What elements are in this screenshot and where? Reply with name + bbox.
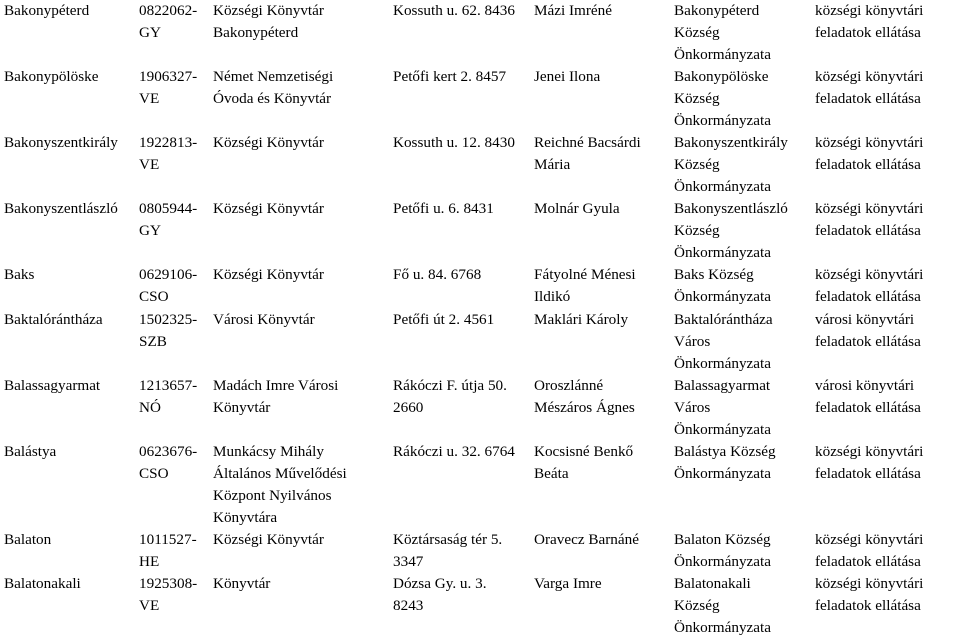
library-name-line: Községi Könyvtár <box>213 531 324 548</box>
library-head-line: Ildikó <box>534 288 571 305</box>
library-head-line: Oroszlánné <box>534 377 604 394</box>
address-cell <box>393 309 534 375</box>
library-head-cell <box>534 441 674 529</box>
library-head-cell <box>534 309 674 375</box>
library-code-line: GY <box>139 222 161 239</box>
maintainer-line: Város <box>674 399 711 416</box>
library-code-line: GY <box>139 24 161 41</box>
address-line: Dózsa Gy. u. 3. <box>393 575 487 592</box>
maintainer-line: Község <box>674 156 720 173</box>
library-name-cell <box>213 132 393 198</box>
library-head-line: Mészáros Ágnes <box>534 399 635 416</box>
address-cell <box>393 529 534 573</box>
task-line: feladatok ellátása <box>815 465 921 482</box>
library-head-line: Fátyolné Ménesi <box>534 266 636 283</box>
library-head-line: Beáta <box>534 465 569 482</box>
library-head-cell <box>534 198 674 264</box>
town-cell <box>0 264 139 309</box>
library-name-cell <box>213 309 393 375</box>
address-cell <box>393 132 534 198</box>
task-line: feladatok ellátása <box>815 333 921 350</box>
address-cell <box>393 441 534 529</box>
town-text: Bakonypéterd <box>4 2 90 19</box>
town-text: Bakonypölöske <box>4 68 99 85</box>
maintainer-line: Önkormányzata <box>674 619 771 636</box>
maintainer-cell <box>674 309 815 375</box>
town-text: Bakonyszentlászló <box>4 200 118 217</box>
library-name-line: Munkácsy Mihály <box>213 443 324 460</box>
library-name-line: Központ Nyilvános <box>213 487 332 504</box>
task-cell <box>815 375 960 441</box>
library-head-line: Mária <box>534 156 571 173</box>
town-cell <box>0 309 139 375</box>
address-line: 2660 <box>393 399 424 416</box>
library-code-cell <box>139 441 213 529</box>
maintainer-line: Bakonyszentkirály <box>674 134 788 151</box>
address-line: Fő u. 84. 6768 <box>393 266 482 283</box>
library-name-cell <box>213 66 393 132</box>
task-line: községi könyvtári <box>815 531 924 548</box>
library-code-cell <box>139 375 213 441</box>
library-code-line: 0822062- <box>139 2 198 19</box>
library-code-line: 1922813- <box>139 134 198 151</box>
table-row <box>0 264 960 309</box>
library-code-line: 1502325- <box>139 311 198 328</box>
address-line: Petőfi u. 6. 8431 <box>393 200 494 217</box>
task-line: városi könyvtári <box>815 311 915 328</box>
maintainer-line: Önkormányzata <box>674 465 771 482</box>
library-code-cell <box>139 573 213 639</box>
task-line: feladatok ellátása <box>815 288 921 305</box>
maintainer-cell <box>674 375 815 441</box>
address-cell <box>393 66 534 132</box>
library-code-line: HE <box>139 553 160 570</box>
maintainer-line: Város <box>674 333 711 350</box>
maintainer-cell <box>674 264 815 309</box>
library-head-cell <box>534 264 674 309</box>
table-row <box>0 375 960 441</box>
task-cell <box>815 264 960 309</box>
town-text: Balaton <box>4 531 52 548</box>
library-code-line: 1011527- <box>139 531 197 548</box>
library-code-line: VE <box>139 156 160 173</box>
library-head-line: Reichné Bacsárdi <box>534 134 641 151</box>
library-code-cell <box>139 309 213 375</box>
address-line: Petőfi út 2. 4561 <box>393 311 495 328</box>
table-row <box>0 573 960 639</box>
task-cell <box>815 573 960 639</box>
task-line: feladatok ellátása <box>815 156 921 173</box>
address-line: Rákóczi F. útja 50. <box>393 377 507 394</box>
library-head-line: Molnár Gyula <box>534 200 620 217</box>
maintainer-line: Község <box>674 90 720 107</box>
town-cell <box>0 66 139 132</box>
maintainer-line: Bakonypölöske <box>674 68 769 85</box>
maintainer-line: Község <box>674 24 720 41</box>
task-cell <box>815 132 960 198</box>
maintainer-line: Önkormányzata <box>674 46 771 63</box>
library-code-line: CSO <box>139 288 169 305</box>
library-name-cell <box>213 0 393 66</box>
task-line: feladatok ellátása <box>815 399 921 416</box>
maintainer-line: Önkormányzata <box>674 553 771 570</box>
library-name-line: Községi Könyvtár <box>213 266 324 283</box>
town-cell <box>0 198 139 264</box>
town-cell <box>0 0 139 66</box>
table-row <box>0 132 960 198</box>
library-name-line: Városi Könyvtár <box>213 311 315 328</box>
maintainer-line: Önkormányzata <box>674 355 771 372</box>
task-line: feladatok ellátása <box>815 553 921 570</box>
task-line: városi könyvtári <box>815 377 915 394</box>
town-cell <box>0 375 139 441</box>
task-cell <box>815 198 960 264</box>
maintainer-line: Baktalórántháza <box>674 311 773 328</box>
task-cell <box>815 309 960 375</box>
library-head-cell <box>534 66 674 132</box>
library-code-line: NÓ <box>139 399 161 416</box>
maintainer-line: Önkormányzata <box>674 112 771 129</box>
table-row <box>0 66 960 132</box>
address-cell <box>393 573 534 639</box>
task-line: feladatok ellátása <box>815 24 921 41</box>
library-name-line: Német Nemzetiségi <box>213 68 334 85</box>
address-cell <box>393 264 534 309</box>
library-head-cell <box>534 573 674 639</box>
town-text: Balatonakali <box>4 575 81 592</box>
library-head-cell <box>534 375 674 441</box>
town-text: Balástya <box>4 443 57 460</box>
maintainer-line: Község <box>674 597 720 614</box>
table-row <box>0 529 960 573</box>
library-head-line: Mázi Imréné <box>534 2 613 19</box>
library-name-line: Könyvtár <box>213 575 271 592</box>
task-line: községi könyvtári <box>815 575 924 592</box>
library-code-cell <box>139 198 213 264</box>
table-row <box>0 309 960 375</box>
maintainer-cell <box>674 132 815 198</box>
task-cell <box>815 0 960 66</box>
table-row <box>0 198 960 264</box>
library-name-line: Községi Könyvtár <box>213 200 324 217</box>
library-name-line: Könyvtára <box>213 509 278 526</box>
library-head-line: Varga Imre <box>534 575 602 592</box>
maintainer-cell <box>674 529 815 573</box>
address-line: Kossuth u. 62. 8436 <box>393 2 515 19</box>
task-line: községi könyvtári <box>815 266 924 283</box>
town-text: Bakonyszentkirály <box>4 134 118 151</box>
maintainer-line: Bakonyszentlászló <box>674 200 788 217</box>
maintainer-line: Önkormányzata <box>674 244 771 261</box>
library-name-line: Általános Művelődési <box>213 465 347 482</box>
maintainer-line: Bakonypéterd <box>674 2 760 19</box>
library-code-line: 1906327- <box>139 68 198 85</box>
maintainer-line: Balatonakali <box>674 575 751 592</box>
library-code-cell <box>139 264 213 309</box>
library-head-cell <box>534 529 674 573</box>
library-code-line: 1925308- <box>139 575 198 592</box>
library-name-cell <box>213 375 393 441</box>
table-row <box>0 0 960 66</box>
library-head-line: Maklári Károly <box>534 311 629 328</box>
library-name-line: Könyvtár <box>213 399 271 416</box>
library-head-cell <box>534 0 674 66</box>
library-code-cell <box>139 132 213 198</box>
library-name-line: Madách Imre Városi <box>213 377 339 394</box>
library-code-line: CSO <box>139 465 169 482</box>
library-head-line: Oravecz Barnáné <box>534 531 639 548</box>
maintainer-cell <box>674 573 815 639</box>
task-line: községi könyvtári <box>815 200 924 217</box>
maintainer-line: Önkormányzata <box>674 178 771 195</box>
library-code-line: 0623676- <box>139 443 198 460</box>
maintainer-line: Balástya Község <box>674 443 776 460</box>
task-line: feladatok ellátása <box>815 597 921 614</box>
library-name-line: Községi Könyvtár <box>213 2 324 19</box>
address-line: Rákóczi u. 32. 6764 <box>393 443 515 460</box>
address-cell <box>393 0 534 66</box>
town-cell <box>0 529 139 573</box>
maintainer-line: Község <box>674 222 720 239</box>
library-code-line: 0805944- <box>139 200 198 217</box>
library-name-line: Községi Könyvtár <box>213 134 324 151</box>
table-row <box>0 441 960 529</box>
maintainer-line: Balassagyarmat <box>674 377 771 394</box>
library-head-cell <box>534 132 674 198</box>
library-code-line: SZB <box>139 333 167 350</box>
library-code-line: VE <box>139 597 160 614</box>
maintainer-cell <box>674 441 815 529</box>
library-code-line: 0629106- <box>139 266 198 283</box>
library-code-line: VE <box>139 90 160 107</box>
task-line: községi könyvtári <box>815 134 924 151</box>
library-head-line: Jenei Ilona <box>534 68 601 85</box>
task-cell <box>815 441 960 529</box>
address-line: Petőfi kert 2. 8457 <box>393 68 507 85</box>
maintainer-cell <box>674 198 815 264</box>
maintainer-cell <box>674 0 815 66</box>
address-line: Kossuth u. 12. 8430 <box>393 134 515 151</box>
library-code-line: 1213657- <box>139 377 198 394</box>
library-name-cell <box>213 198 393 264</box>
town-text: Baks <box>4 266 35 283</box>
town-text: Baktalórántháza <box>4 311 103 328</box>
task-line: községi könyvtári <box>815 443 924 460</box>
task-cell <box>815 66 960 132</box>
library-name-cell <box>213 573 393 639</box>
address-line: 8243 <box>393 597 424 614</box>
town-cell <box>0 441 139 529</box>
library-name-line: Bakonypéterd <box>213 24 299 41</box>
maintainer-line: Önkormányzata <box>674 421 771 438</box>
town-text: Balassagyarmat <box>4 377 101 394</box>
maintainer-line: Baks Község <box>674 266 754 283</box>
maintainer-cell <box>674 66 815 132</box>
task-line: községi könyvtári <box>815 2 924 19</box>
library-name-cell <box>213 529 393 573</box>
address-cell <box>393 375 534 441</box>
library-head-line: Kocsisné Benkő <box>534 443 634 460</box>
town-cell <box>0 573 139 639</box>
task-cell <box>815 529 960 573</box>
library-code-cell <box>139 529 213 573</box>
task-line: feladatok ellátása <box>815 90 921 107</box>
maintainer-line: Önkormányzata <box>674 288 771 305</box>
library-code-cell <box>139 0 213 66</box>
task-line: feladatok ellátása <box>815 222 921 239</box>
library-name-cell <box>213 264 393 309</box>
task-line: községi könyvtári <box>815 68 924 85</box>
maintainer-line: Balaton Község <box>674 531 771 548</box>
town-cell <box>0 132 139 198</box>
library-name-cell <box>213 441 393 529</box>
library-code-cell <box>139 66 213 132</box>
address-line: 3347 <box>393 553 424 570</box>
address-line: Köztársaság tér 5. <box>393 531 503 548</box>
library-name-line: Óvoda és Könyvtár <box>213 90 332 107</box>
address-cell <box>393 198 534 264</box>
